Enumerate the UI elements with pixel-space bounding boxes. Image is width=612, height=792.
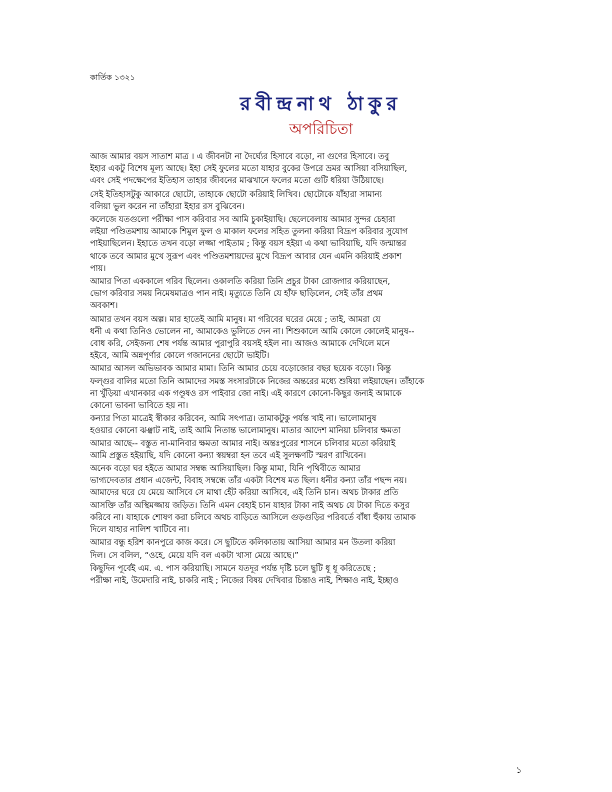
- text-line: হইবে, আমি অন্নপূর্ণার কোলে গজাননের ছোটো ভাইটি।: [90, 350, 270, 361]
- text-line: পাইয়াছিলেন। ইহাতে তখন বড়ো লজ্জা পাইতাম ; কিন্তু বয়স হইয়া এ কথা ভাবিয়াছি, যদি জন্মান্তর: [90, 238, 407, 249]
- paragraph: [90, 462, 518, 535]
- text-line: আমার আসল অভিভাবক আমার মামা। তিনি আমার চেয়ে বড়োজোর বছর ছয়েক বড়ো। কিন্তু: [90, 363, 391, 374]
- text-line: পায়।: [90, 262, 106, 273]
- story-title: অপরিচিতা: [289, 120, 353, 138]
- publication-date: কার্তিক ১৩২১: [90, 73, 136, 82]
- text-line: আমাদের ঘরে যে মেয়ে আসিবে সে মাথা হেঁট করিয়া আসিবে, এই তিনি চান। অথচ টাকার প্রতি: [90, 487, 399, 498]
- paragraph: [90, 150, 518, 187]
- paragraph: [90, 412, 518, 461]
- text-line: এবং সেই পদক্ষেপের ইতিহাস তাহার জীবনের মাঝখানে ফলের মতো গুটি ধরিয়া উঠিয়াছে।: [90, 175, 384, 186]
- text-line: বলিয়া ভুল করেন না তাঁহারা ইহার রস বুঝিবেন।: [90, 200, 245, 211]
- text-line: ভোগ করিবার সময় নিমেষমাত্রও পান নাই। মৃত্যুতে তিনি যে হাঁফ ছাড়িলেন, সেই তাঁর প্রথম: [90, 288, 383, 299]
- text-line: আমার বন্ধু হরিশ কানপুরে কাজ করে। সে ছুটিতে কলিকাতায় আসিয়া আমার মন উতলা করিয়া: [90, 537, 396, 548]
- paragraph: [90, 562, 518, 586]
- text-line: আমার আছে-- বস্তুত না-মানিবার ক্ষমতা আমার নাই। অন্তঃপুরের শাসনে চলিবার মতো করিয়াই: [90, 437, 396, 448]
- author-title: রবীন্দ্রনাথ ঠাকুর: [239, 93, 402, 115]
- text-line: না খুঁড়িয়া এখানকার এক গণ্ডূষও রস পাইবার জো নাই। এই কারণে কোনো-কিছুর জন্যই আমাকে: [90, 387, 402, 398]
- page-number: ১: [516, 766, 522, 776]
- text-line: করিবে না। যাহাকে শোষণ করা চলিবে অথচ বাড়িতে আসিলে গুড়গুড়ির পরিবর্তে বাঁধা হুঁকায় তামাক: [90, 511, 416, 522]
- text-line: ধনী এ কথা তিনিও ভোলেন না, আমাকেও ভুলিতে দেন না। শিশুকালে আমি কোলে কোলেই মানুষ--: [90, 325, 415, 336]
- text-line: অবকাশ।: [90, 300, 118, 311]
- paragraph: [90, 313, 518, 362]
- text-line: লইয়া পণ্ডিতমশায় আমাকে শিমুল ফুল ও মাকাল ফলের সহিত তুলনা করিয়া বিদ্রূপ করিবার সুযোগ: [90, 226, 408, 237]
- text-line: সেই ইতিহাসটুকু আকারে ছোটো, তাহাকে ছোটো করিয়াই লিখিব। ছোটোকে যাঁহারা সামান্য: [90, 188, 382, 199]
- paragraph: [90, 188, 518, 212]
- text-line: আমি প্রস্তুত হইয়াছি, যদি কোনো কন্যা স্বয়ম্বরা হন তবে এই সুলক্ষণটি স্মরণ রাখিবেন।: [90, 449, 367, 460]
- text-line: কন্যার পিতা মাত্রেই স্বীকার করিবেন, আমি সৎপাত্র। তামাকটুকু পর্যন্ত খাই না। ভালোমানুষ: [90, 413, 377, 424]
- text-line: কোনো ভাবনা ভাবিতে হয় না।: [90, 400, 189, 411]
- story-body: [90, 150, 518, 587]
- paragraph: [90, 536, 518, 560]
- text-line: ভাগ্যদেবতার প্রধান এজেন্ট, বিবাহ সম্বন্ধে তাঁর একটা বিশেষ মত ছিল। ধনীর কন্যা তাঁর পছন্দ নয়।: [90, 475, 407, 486]
- paragraph: [90, 362, 518, 411]
- text-line: দিল। সে বলিল, “ওহে, মেয়ে যদি বল একটা খাসা মেয়ে আছে।”: [90, 549, 299, 560]
- text-line: অনেক বড়ো ঘর হইতে আমার সম্বন্ধ আসিয়াছিল। কিন্তু মামা, যিনি পৃথিবীতে আমার: [90, 463, 361, 474]
- text-line: কিছুদিন পূর্বেই এম. এ. পাস করিয়াছি। সামনে যতদূর পর্যন্ত দৃষ্টি চলে ছুটি ধূ ধূ করিতেছে ;: [90, 562, 376, 573]
- text-line: আমার তখন বয়স অল্প। মার হাতেই আমি মানুষ। মা গরিবের ঘরের মেয়ে ; তাই, আমরা যে: [90, 313, 381, 324]
- text-line: হওয়ার কোনো ঝঞ্ঝাট নাই, তাই আমি নিতান্ত ভালোমানুষ। মাতার আদেশ মানিয়া চলিবার ক্ষমতা: [90, 425, 401, 436]
- text-line: আসক্তি তাঁর অস্থিমজ্জায় জড়িত। তিনি এমন বেহাই চান যাহার টাকা নাই অথচ যে টাকা দিতে কসুর: [90, 499, 410, 510]
- text-line: ইহার একটু বিশেষ মূল্য আছে। ইহা সেই ফুলের মতো যাহার বুকের উপরে ভ্রমর আসিয়া বসিয়াছিল,: [90, 163, 408, 174]
- text-line: থাকে তবে আমার মুখে সুরূপ এবং পণ্ডিতমশায়দের মুখে বিদ্রূপ আবার যেন এমনি করিয়াই প্রকাশ: [90, 250, 402, 261]
- text-line: দিলে যাহার নালিশ খাটিবে না।: [90, 524, 190, 535]
- text-line: আজ আমার বয়স সাতাশ মাত্র । এ জীবনটা না দৈর্ঘ্যের হিসাবে বড়ো, না গুণের হিসাবে। তবু: [90, 151, 390, 161]
- paragraph: [90, 213, 518, 274]
- paragraph: [90, 275, 518, 312]
- text-line: পরীক্ষা নাই, উমেদারি নাই, চাকরি নাই ; নিজের বিষয় দেখিবার চিন্তাও নাই, শিক্ষাও নাই, ইচ্ছাও: [90, 574, 399, 585]
- text-line: কলেজে যতগুলো পরীক্ষা পাস করিবার সব আমি চুকাইয়াছি। ছেলেবেলায় আমার সুন্দর চেহারা: [90, 214, 396, 225]
- text-line: বোধ করি, সেইজন্য শেষ পর্যন্ত আমার পুরাপুরি বয়সই হইল না। আজও আমাকে দেখিলে মনে: [90, 338, 390, 349]
- text-line: আমার পিতা এককালে গরিব ছিলেন। ওকালতি করিয়া তিনি প্রচুর টাকা রোজগার করিয়াছেন,: [90, 276, 391, 287]
- text-line: ফল্গুর বালির মতো তিনি আমাদের সমস্ত সংসারটাকে নিজের অন্তরের মধ্যে শুষিয়া লইয়াছেন। তাঁহাকে: [90, 375, 425, 386]
